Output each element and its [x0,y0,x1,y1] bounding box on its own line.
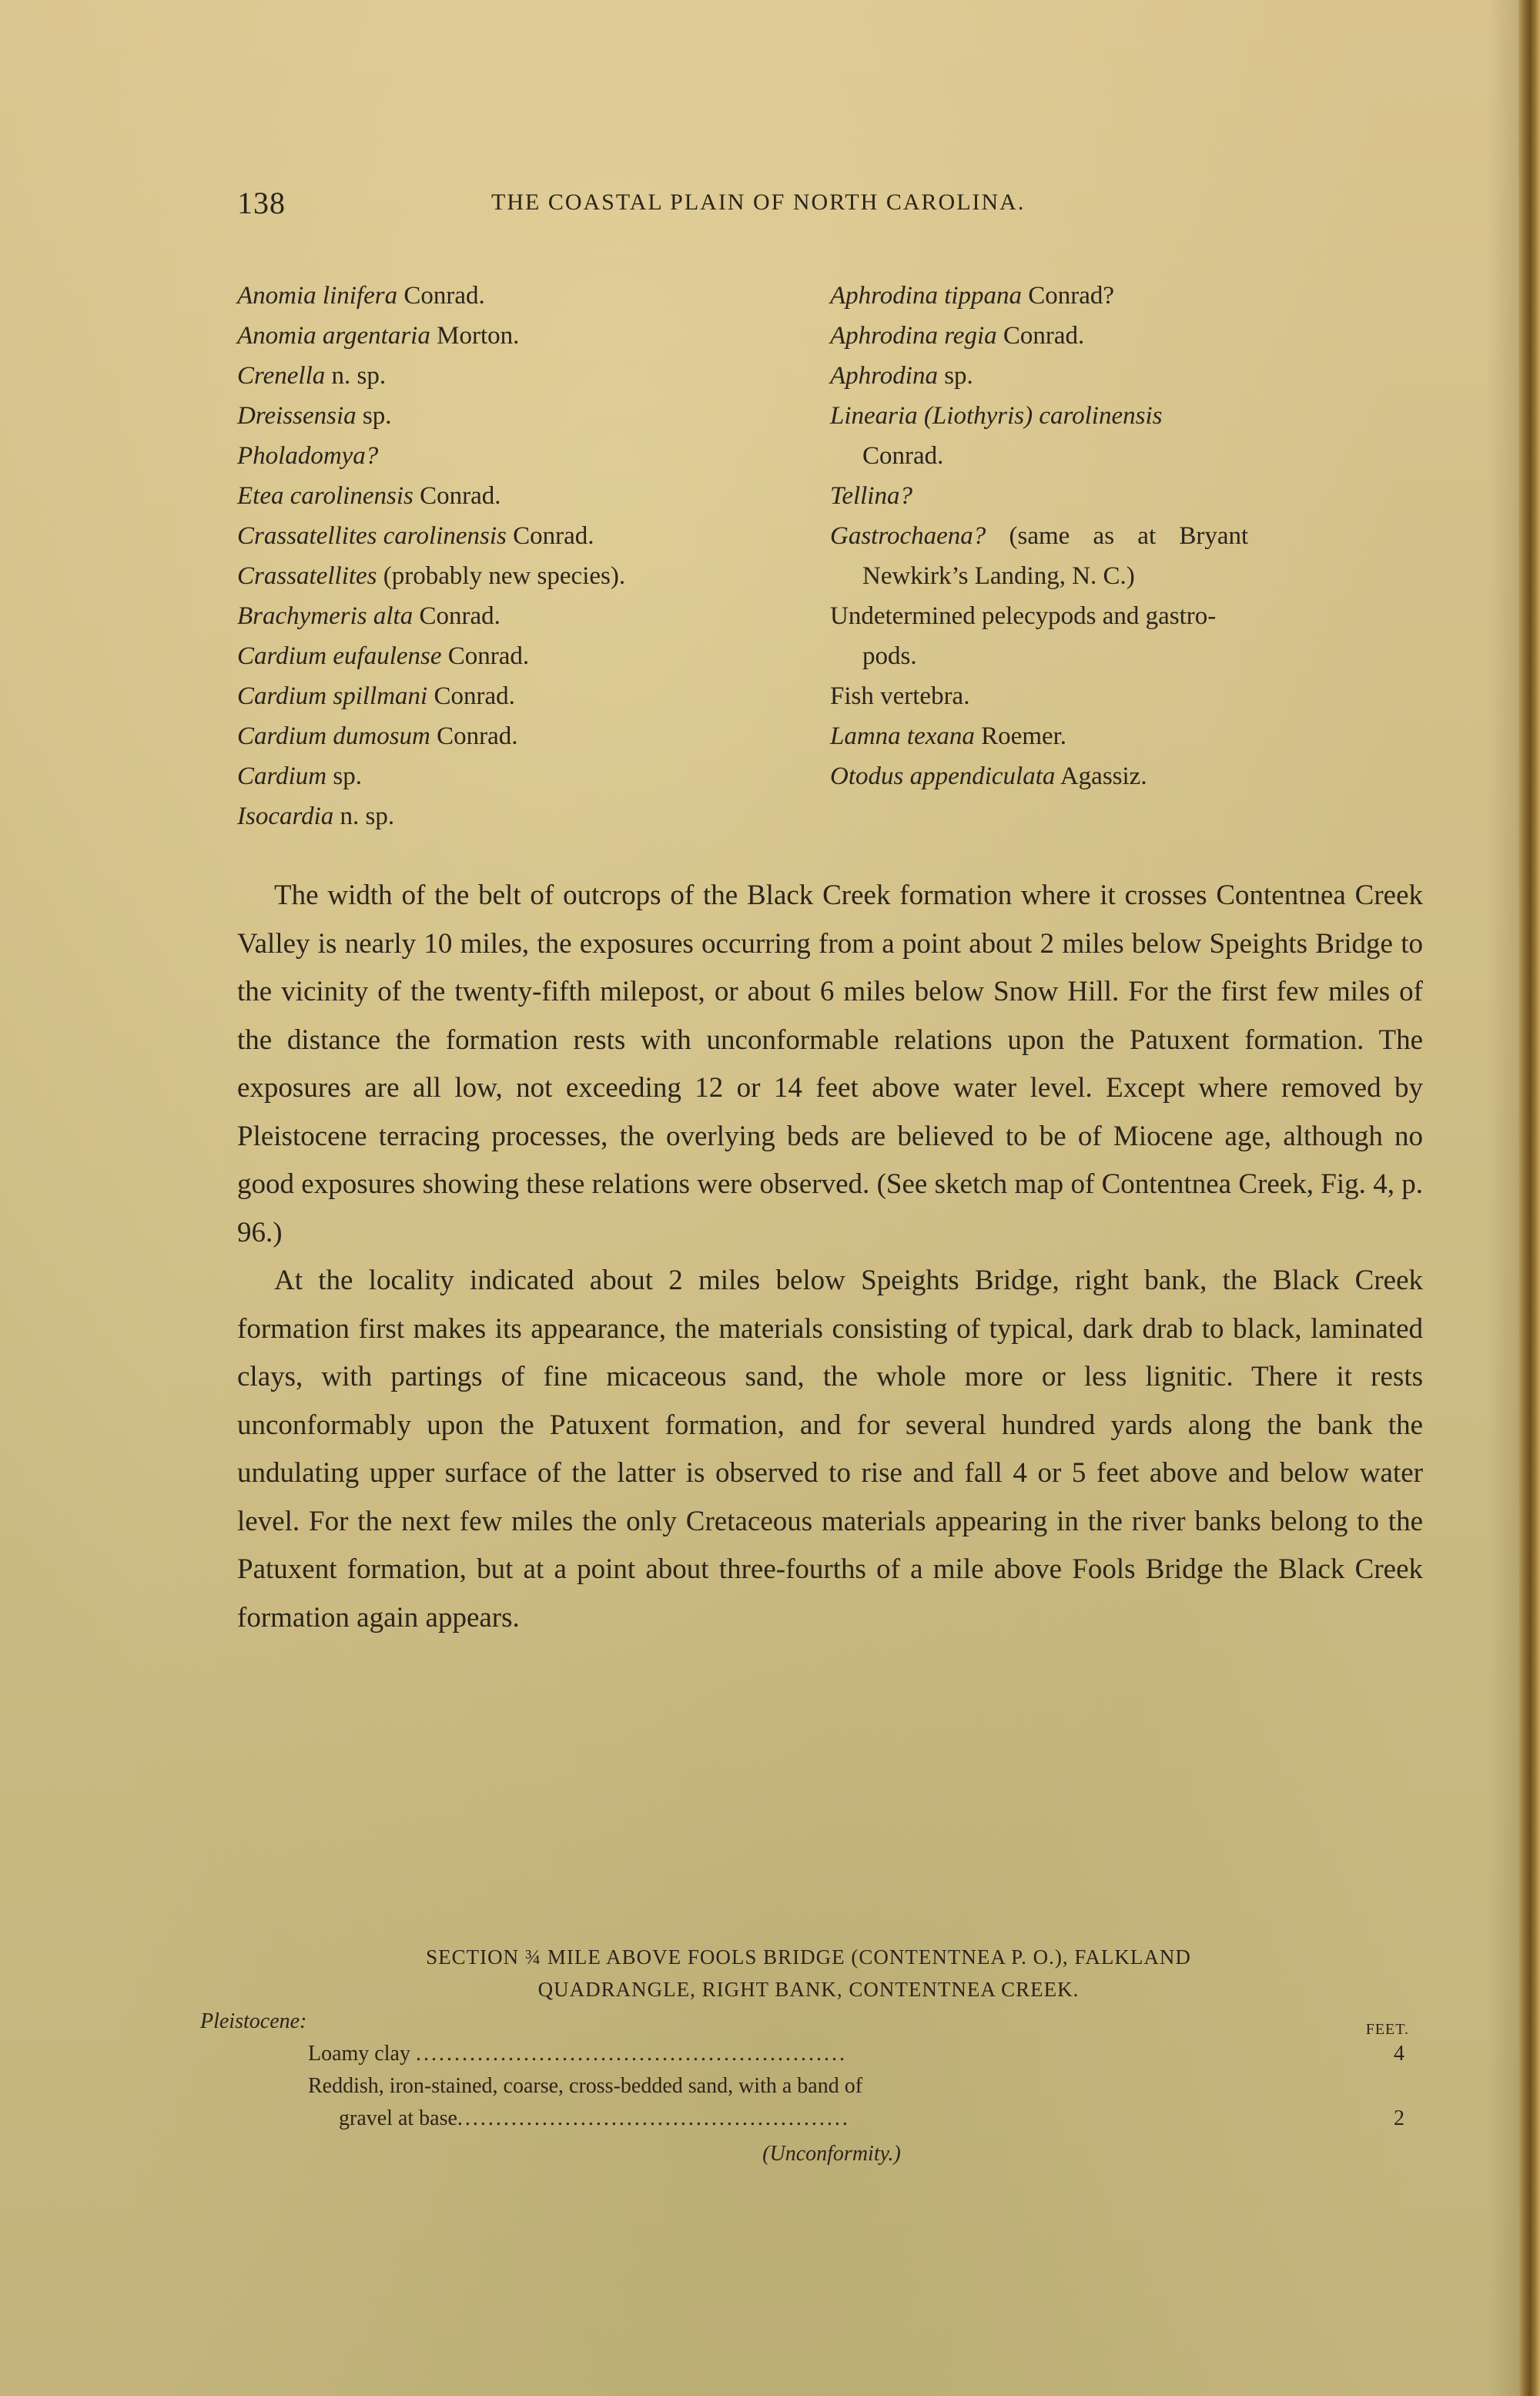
stratum-thickness: 4 [1394,2042,1404,2066]
species-item: Anomia argentaria Morton. [237,322,520,350]
body-text [237,872,1423,1642]
unconformity-note: (Unconformity.) [762,2142,901,2166]
species-item: Brachymeris alta Conrad. [237,602,500,630]
running-title: THE COASTAL PLAIN OF NORTH CAROLINA. [491,189,1026,215]
binding-shadow [1488,0,1518,2396]
dot-leader: ........................................................ [415,2042,847,2066]
dot-leader: ................................................... [457,2106,850,2130]
stratum-description: Loamy clay [308,2042,410,2066]
species-item: Crassatellites carolinensis Conrad. [237,522,594,550]
species-item: Gastrochaena? (same as at Bryant Newkirk’s Landing, N. C.) [830,522,1249,590]
section-heading: SECTION ¾ MILE ABOVE FOOLS BRIDGE (CONTENTNEA P. O.), FALKLAND QUADRANGLE, RIGHT BANK, CONTENTNEA CREEK. [426,1945,1191,2001]
species-item: Crassatellites (probably new species). [237,562,626,590]
species-item: Anomia linifera Conrad. [237,282,485,310]
epoch-row [192,2006,1424,2038]
species-item: Pholadomya? [237,442,379,470]
species-item: Otodus appendiculata Agassiz. [830,762,1147,790]
stratum-thickness: 2 [1394,2106,1404,2130]
species-item: Aphrodina sp. [830,362,973,390]
geologic-section [192,1941,1424,2173]
epoch-label: Pleistocene: [200,2009,307,2033]
species-item: Tellina? [830,482,912,510]
species-item: Etea carolinensis Conrad. [237,482,501,510]
species-item: Cardium sp. [237,762,362,790]
species-item: Aphrodina tippana Conrad? [830,282,1115,310]
species-column-right [830,276,1423,796]
species-column-left [237,276,822,836]
species-item: Aphrodina regia Conrad. [830,322,1085,350]
running-head [237,185,1423,223]
binding-edge [1518,0,1540,2396]
stratum-description: Reddish, iron-stained, coarse, cross-bedded sand, with a band of [308,2074,863,2098]
paragraph: At the locality indicated about 2 miles below Speights Bridge, right bank, the Black Creek formation first makes its appearance, the materials consisting of typical, dark drab to black, laminated clays, with partings of fine micaceous sand, the whole more or less lignitic. There it rests unconformably upon the Patuxent formation, and for several hundred yards along the bank the undulating upper surface of the latter is observed to rise and fall 4 or 5 feet above and below water level. For the next few miles the only Cretaceous materials appearing in the river banks belong to the Patuxent formation, but at a point about three-fourths of a mile above Fools Bridge the Black Creek formation again appears. [237,1265,1423,1634]
species-item: Dreissensia sp. [237,402,392,430]
species-item: Crenella n. sp. [237,362,387,390]
species-item: Lamna texana Roemer. [830,722,1067,750]
species-item: Cardium spillmani Conrad. [237,682,515,710]
species-item: Cardium dumosum Conrad. [237,722,518,750]
paragraph: The width of the belt of outcrops of the Black Creek formation where it crosses Contentnea Creek Valley is nearly 10 miles, the exposures occurring from a point about 2 miles below Speights Bridge to the vicinity of the twenty-fifth milepost, or about 6 miles below Snow Hill. For the first few miles of the distance the formation rests with unconformable relations upon the Patuxent formation. The exposures are all low, not exceeding 12 or 14 feet above water level. Except where removed by Pleistocene terracing processes, the overlying beds are believed to be of Miocene age, although no good exposures showing these relations were observed. (See sketch map of Contentnea Creek, Fig. 4, p. 96.) [237,880,1423,1248]
unit-label: FEET. [1365,2021,1409,2038]
species-item: Fish vertebra. [830,682,970,710]
species-item: Isocardia n. sp. [237,803,395,830]
species-item: Linearia (Liothyris) carolinensis Conrad. [830,402,1163,470]
stratum-description-continuation: gravel at base [339,2106,457,2130]
species-item: Undetermined pelecypods and gastro- pods. [830,602,1217,670]
page-number: 138 [237,186,286,220]
stratum-row [192,2070,1424,2135]
stratum-row [192,2038,1424,2070]
species-item: Cardium eufaulense Conrad. [237,642,530,670]
